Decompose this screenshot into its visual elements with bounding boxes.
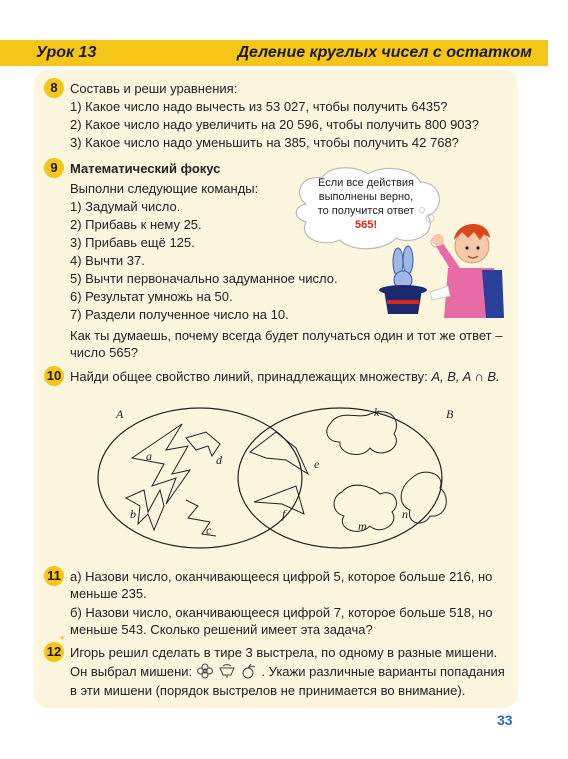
task-11-a-line-2: меньше 235. — [70, 586, 147, 601]
task-10-sets: A, B, A ∩ B. — [431, 369, 500, 384]
label-e: e — [314, 457, 320, 471]
task-9-item-7: 7) Раздели полученное число на 10. — [70, 307, 289, 322]
task-12-line-3: в эти мишени (порядок выстрелов не принимается во внимание). — [70, 683, 466, 698]
magician-boy-illustration — [370, 206, 510, 326]
task-12-line-2 — [70, 663, 505, 680]
task-9-intro: Выполни следующие команды: — [70, 181, 259, 196]
label-set-b: B — [446, 407, 454, 421]
lesson-number: Урок 13 — [36, 44, 97, 61]
task-8-intro: Составь и реши уравнения: — [70, 81, 238, 96]
line-e — [250, 432, 308, 474]
venn-diagram — [90, 394, 500, 564]
task-8-number: 8 — [44, 78, 64, 98]
task-9-item-1: 1) Задумай число. — [70, 199, 181, 214]
task-10-text — [70, 368, 500, 385]
set-a-ellipse — [98, 408, 302, 548]
task-12-line-2-prefix: Он выбрал мишени: — [70, 664, 193, 679]
label-a: a — [146, 449, 152, 463]
task-12-line-2-suffix: . Укажи различные варианты попадания — [261, 664, 505, 679]
label-f: f — [282, 507, 286, 521]
flower-target-icon — [197, 664, 212, 678]
task-9-title: Математический фокус — [70, 161, 221, 176]
lesson-header — [0, 40, 548, 66]
task-9-question-line-2: число 565? — [70, 345, 139, 360]
task-11-b-line-1: б) Назови число, оканчивающееся цифрой 7, которое больше 518, но — [70, 605, 493, 620]
bubble-line-1: Если все действия — [318, 177, 414, 189]
label-set-a: A — [116, 407, 124, 421]
task-9-item-4: 4) Вычти 37. — [70, 253, 145, 268]
task-8-item-2: 2) Какое число надо увеличить на 20 596, чтобы получить 800 903? — [70, 117, 479, 132]
bubble-answer: 565! — [354, 219, 378, 231]
task-10-number: 10 — [44, 366, 64, 386]
task-9-question-line-1: Как ты думаешь, почему всегда будет получаться один и тот же ответ – — [70, 328, 503, 343]
line-c — [186, 500, 216, 536]
label-b: b — [130, 507, 136, 521]
task-9-item-6: 6) Результат умножь на 50. — [70, 289, 233, 304]
page-number: 33 — [497, 712, 513, 728]
task-8-item-3: 3) Какое число надо уменьшить на 385, чтобы получить 42 768? — [70, 135, 459, 150]
task-12-number: 12 — [44, 642, 64, 662]
targets-icons — [196, 663, 258, 679]
line-d — [186, 432, 220, 456]
label-c: c — [206, 523, 212, 537]
task-9-number: 9 — [44, 158, 64, 178]
task-12-line-1: Игорь решил сделать в тире 3 выстрела, по одному в разные мишени. — [70, 645, 498, 660]
cup-target-icon — [220, 665, 234, 679]
lesson-topic: Деление круглых чисел с остатком — [237, 44, 532, 61]
bubble-line-3: то получится ответ — [317, 205, 415, 217]
task-11-b-line-2: меньше 543. Сколько решений имеет эта задача? — [70, 622, 373, 637]
task-11-a-line-1: а) Назови число, оканчивающееся цифрой 5, которое больше 216, но — [70, 569, 493, 584]
label-d: d — [216, 453, 222, 467]
task-8-item-1: 1) Какое число надо вычесть из 53 027, чтобы получить 6435? — [70, 99, 448, 114]
task-9-item-5: 5) Вычти первоначально задуманное число. — [70, 271, 338, 286]
line-k — [327, 412, 397, 455]
apple-target-icon — [243, 664, 255, 678]
label-n: n — [402, 507, 408, 521]
task-10-text-prefix: Найди общее свойство линий, принадлежащих множеству: — [70, 369, 432, 384]
task-9-item-3: 3) Прибавь ещё 125. — [70, 235, 195, 250]
bubble-line-2: выполнены верно, — [318, 191, 414, 203]
task-11-number: 11 — [44, 566, 64, 586]
task-12-star: * — [60, 634, 65, 646]
label-k: k — [374, 405, 380, 419]
label-m: m — [358, 519, 367, 533]
task-9-item-2: 2) Прибавь к нему 25. — [70, 217, 202, 232]
